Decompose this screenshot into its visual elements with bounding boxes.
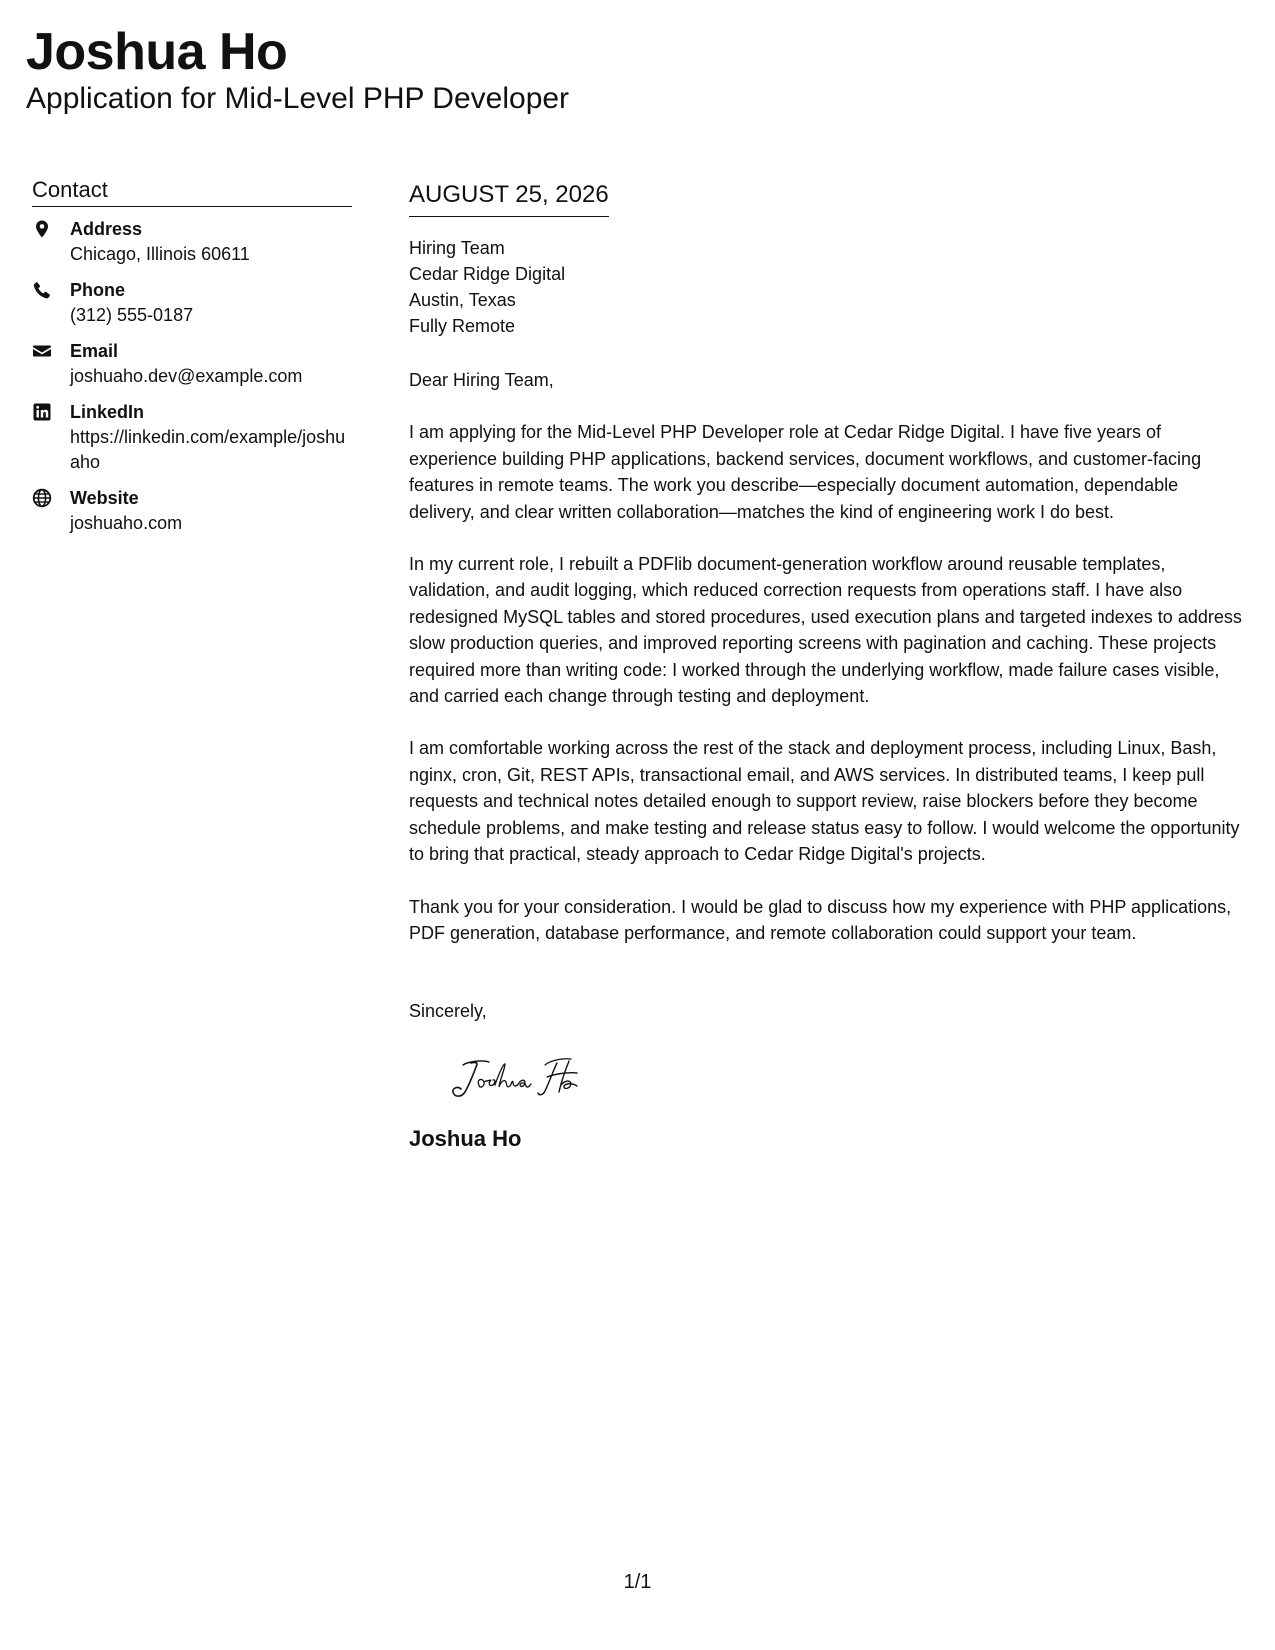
recipient-line: Hiring Team [409, 238, 505, 258]
email-value: joshuaho.dev@example.com [70, 366, 303, 386]
contact-heading: Contact [32, 177, 352, 207]
email-label: Email [70, 341, 119, 361]
contact-item-email [32, 339, 352, 389]
address-label: Address [70, 219, 143, 239]
linkedin-value[interactable]: https://linkedin.com/example/joshuaho [70, 427, 346, 472]
applicant-name: Joshua Ho [26, 23, 288, 81]
page-header [26, 22, 569, 116]
address-value: Chicago, Illinois 60611 [70, 244, 250, 264]
website-value[interactable]: joshuaho.com [70, 513, 183, 533]
recipient-line: Fully Remote [409, 316, 516, 336]
signer-name: Joshua Ho [409, 1125, 522, 1151]
map-pin-icon [32, 219, 52, 239]
closing: Sincerely, [409, 1001, 487, 1022]
recipient-line: Austin, Texas [409, 290, 516, 310]
linkedin-label: LinkedIn [70, 402, 145, 422]
phone-label: Phone [70, 280, 126, 300]
application-subtitle: Application for Mid-Level PHP Developer [26, 82, 570, 115]
contact-item-phone [32, 278, 352, 328]
contact-item-linkedin [32, 400, 352, 475]
cover-letter [409, 180, 1247, 1153]
recipient-block [409, 235, 1247, 339]
globe-icon [32, 488, 52, 508]
phone-value: (312) 555-0187 [70, 305, 194, 325]
envelope-icon [32, 341, 52, 361]
body-paragraph: In my current role, I rebuilt a PDFlib document-generation workflow around reusable templates, validation, and audit logging, which reduced correction requests from operations staff. I have also redesigned MySQL tables and stored procedures, used execution plans and targeted indexes to address slow production queries, and improved reporting screens with pagination and caching. These projects required more than writing code: I worked through the underlying workflow, made failure cases visible, and carried each change through testing and deployment. [409, 554, 1242, 707]
website-label: Website [70, 488, 139, 508]
page-number: 1/1 [623, 1571, 652, 1593]
body-paragraph: Thank you for your consideration. I would be glad to discuss how my experience with PHP applications, PDF generation, database performance, and remote collaboration could support your team. [409, 896, 1232, 943]
contact-sidebar [32, 177, 352, 547]
contact-item-website [32, 486, 352, 536]
letter-date: AUGUST 25, 2026 [409, 180, 609, 217]
body-paragraph: I am comfortable working across the rest of the stack and deployment process, including Linux, Bash, nginx, cron, Git, REST APIs, transactional email, and AWS services. In distributed teams, I keep pull requests and technical notes detailed enough to support review, raise blockers before they become schedule problems, and make testing and release status easy to follow. I would welcome the opportunity to bring that practical, steady approach to Cedar Ridge Digital's projects. [409, 738, 1240, 865]
recipient-line: Cedar Ridge Digital [409, 264, 566, 284]
linkedin-icon [32, 402, 52, 422]
contact-item-address [32, 217, 352, 267]
salutation: Dear Hiring Team, [409, 370, 554, 390]
handwritten-signature [449, 1055, 1247, 1103]
body-paragraph: I am applying for the Mid-Level PHP Developer role at Cedar Ridge Digital. I have five years of experience building PHP applications, backend services, document workflows, and customer-facing features in remote teams. The work you describe—especially document automation, dependable delivery, and clear written collaboration—matches the kind of engineering work I do best. [409, 422, 1202, 522]
phone-icon [32, 280, 52, 300]
